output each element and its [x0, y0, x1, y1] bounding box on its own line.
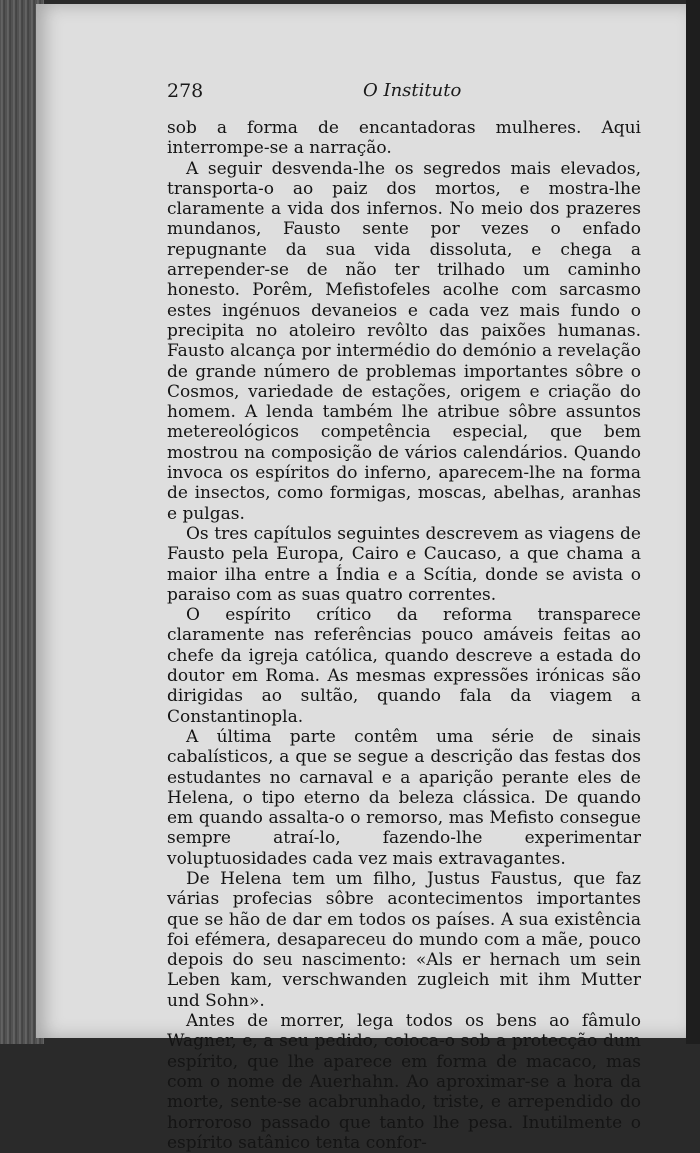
paragraph: O espírito crítico da reforma transparece claramente nas referências pouco amáveis feitas ao chefe da igreja católica, quando descreve a estada do doutor em Roma. As mesmas expressões irónicas são dirigidas ao sultão, quando fala da viagem a Constantinopla.: [167, 605, 641, 727]
paragraph: A última parte contêm uma série de sinais cabalísticos, a que se segue a descrição das festas dos estudantes no carnaval e a aparição perante eles de Helena, o tipo eterno da beleza clássica. De quando em quando assalta-o o remorso, mas Mefisto consegue sempre atraí-lo, fazendo-lhe experimentar voluptuosidades cada vez mais extravagantes.: [167, 726, 641, 869]
paragraph: De Helena tem um filho, Justus Faustus, que faz várias profecias sôbre acontecimentos importantes que se hão de dar em todos os países. A sua existência foi efémera, desapareceu do mundo com a mãe, pouco depois do seu nascimento: «Als er hernach um sein Leben kam, verschwanden zugleich mit ihm Mutter und Sohn».: [167, 868, 641, 1011]
paragraph: sob a forma de encantadoras mulheres. Aqui interrompe-se a narração.: [167, 118, 641, 159]
paragraph: Antes de morrer, lega todos os bens ao fâmulo Wagner, e, a seu pedido, coloca-o sob a protecção dum espírito, que lhe aparece em forma de macaco, mas com o nome de Auerhahn. Ao aproximar-se a hora da morte, sente-se acabrunhado, triste, e arrependido do horroroso passado que tanto lhe pesa. Inutilmente o espírito satânico tenta confor-: [167, 1011, 641, 1153]
page-header: [167, 80, 641, 106]
paragraph: A seguir desvenda-lhe os segredos mais elevados, transporta-o ao paiz dos mortos, e mostra-lhe claramente a vida dos infernos. No meio dos prazeres mundanos, Fausto sente por vezes o enfado repugnante da sua vida dissoluta, e chega a arrepender-se de não ter trilhado um caminho honesto. Porêm, Mefistofeles acolhe com sarcasmo estes ingénuos devaneios e cada vez mais fundo o precipita no atoleiro revôlto das paixões humanas. Fausto alcança por intermédio do demónio a revelação de grande número de problemas importantes sôbre o Cosmos, variedade de estações, origem e criação do homem. A lenda também lhe atribue sôbre assuntos metereológicos competência especial, que bem mostrou na composição de vários calendários. Quando invoca os espíritos do inferno, aparecem-lhe na forma de insectos, como formigas, moscas, abelhas, aranhas e pulgas.: [167, 158, 641, 524]
paragraph: Os tres capítulos seguintes descrevem as viagens de Fausto pela Europa, Cairo e Caucaso, a que chama a maior ilha entre a Índia e a Scítia, donde se avista o paraiso com as suas quatro correntes.: [167, 523, 641, 605]
running-title: O Instituto: [363, 80, 462, 101]
page-number: 278: [167, 80, 204, 102]
body-text: [167, 118, 641, 1153]
scan-border: [686, 0, 700, 1044]
